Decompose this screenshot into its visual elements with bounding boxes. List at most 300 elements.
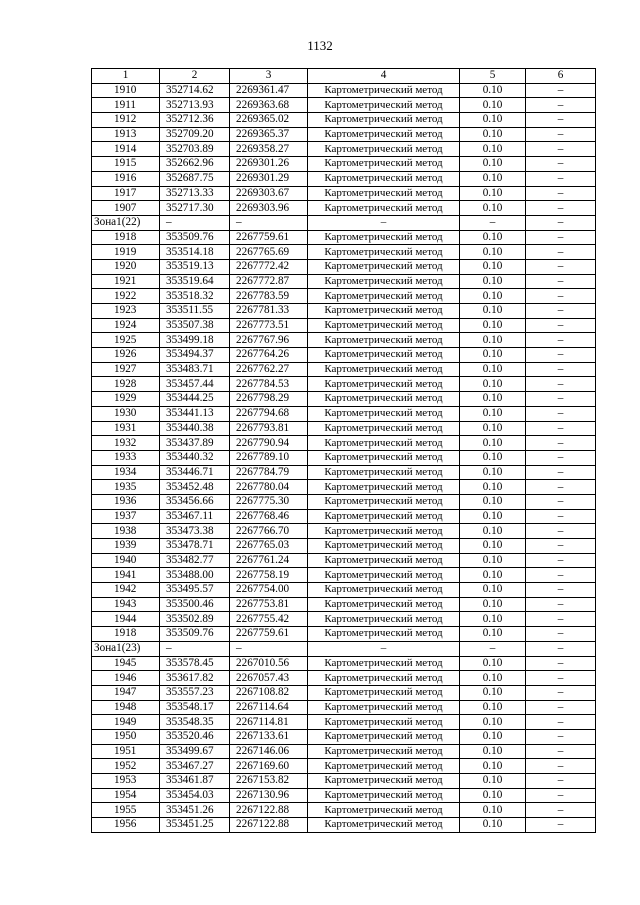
table-cell: 2267784.53 [230, 377, 308, 392]
table-cell: Картометрический метод [308, 186, 460, 201]
table-cell: – [526, 392, 596, 407]
table-cell: 352703.89 [160, 142, 230, 157]
table-cell: 353499.18 [160, 333, 230, 348]
table-cell: 2267057.43 [230, 671, 308, 686]
table-cell: 2267130.96 [230, 788, 308, 803]
column-header: 6 [526, 69, 596, 84]
table-cell: – [526, 421, 596, 436]
table-cell: 0.10 [460, 406, 526, 421]
table-cell: 0.10 [460, 597, 526, 612]
table-row [92, 142, 596, 157]
table-cell: 1925 [92, 333, 160, 348]
table-row [92, 259, 596, 274]
table-row [92, 245, 596, 260]
table-cell: Картометрический метод [308, 539, 460, 554]
table-cell: 1930 [92, 406, 160, 421]
table-cell: 0.10 [460, 450, 526, 465]
table-cell: 353483.71 [160, 362, 230, 377]
table-cell: 2267758.19 [230, 568, 308, 583]
table-cell: 0.10 [460, 377, 526, 392]
table-cell: 0.10 [460, 230, 526, 245]
table-row [92, 656, 596, 671]
table-cell: 2267772.42 [230, 259, 308, 274]
table-row [92, 421, 596, 436]
table-cell: – [308, 215, 460, 230]
table-cell: 1955 [92, 803, 160, 818]
table-cell: 353495.57 [160, 583, 230, 598]
table-row [92, 759, 596, 774]
table-cell: 0.10 [460, 612, 526, 627]
table-cell: 0.10 [460, 318, 526, 333]
table-cell: 353456.66 [160, 494, 230, 509]
table-cell: 0.10 [460, 142, 526, 157]
table-cell: 2267761.24 [230, 553, 308, 568]
table-cell: 1940 [92, 553, 160, 568]
table-cell: Картометрический метод [308, 362, 460, 377]
table-cell: 1929 [92, 392, 160, 407]
table-header-row [92, 69, 596, 84]
zone-row [92, 215, 596, 230]
table-cell: 1911 [92, 98, 160, 113]
table-cell: 353451.25 [160, 818, 230, 833]
table-cell: 2269365.02 [230, 113, 308, 128]
table-cell: 0.10 [460, 715, 526, 730]
table-cell: 2267146.06 [230, 744, 308, 759]
table-cell: 353507.38 [160, 318, 230, 333]
table-cell: – [526, 583, 596, 598]
table-cell: 0.10 [460, 509, 526, 524]
table-cell: 1945 [92, 656, 160, 671]
table-row [92, 818, 596, 833]
table-row [92, 494, 596, 509]
table-cell: – [526, 759, 596, 774]
table-cell: 0.10 [460, 627, 526, 642]
table-cell: 353509.76 [160, 627, 230, 642]
table-cell: 353482.77 [160, 553, 230, 568]
table-cell: 0.10 [460, 788, 526, 803]
table-cell: – [526, 245, 596, 260]
table-cell: Картометрический метод [308, 201, 460, 216]
table-cell: 353446.71 [160, 465, 230, 480]
table-row [92, 450, 596, 465]
table-cell: 2267793.81 [230, 421, 308, 436]
table-cell: Картометрический метод [308, 304, 460, 319]
table-cell: 0.10 [460, 348, 526, 363]
table-cell: Картометрический метод [308, 671, 460, 686]
table-cell: 1939 [92, 539, 160, 554]
column-header: 4 [308, 69, 460, 84]
table-cell: Картометрический метод [308, 83, 460, 98]
table-cell: 352712.36 [160, 113, 230, 128]
table-cell: 1916 [92, 171, 160, 186]
table-cell: 2267772.87 [230, 274, 308, 289]
table-cell: 0.10 [460, 127, 526, 142]
table-cell: 2267153.82 [230, 774, 308, 789]
table-cell: – [526, 553, 596, 568]
table-cell: 2267767.96 [230, 333, 308, 348]
table-cell: – [526, 450, 596, 465]
table-cell: 0.10 [460, 98, 526, 113]
table-cell: 353500.46 [160, 597, 230, 612]
table-cell: 0.10 [460, 818, 526, 833]
table-cell: 0.10 [460, 744, 526, 759]
table-cell: – [230, 641, 308, 656]
table-cell: – [160, 641, 230, 656]
table-cell: – [526, 127, 596, 142]
table-cell: – [526, 274, 596, 289]
table-cell: 353467.11 [160, 509, 230, 524]
table-cell: Картометрический метод [308, 113, 460, 128]
table-cell: 1923 [92, 304, 160, 319]
table-cell: 1917 [92, 186, 160, 201]
table-cell: 353520.46 [160, 729, 230, 744]
table-cell: 353440.32 [160, 450, 230, 465]
table-cell: 2269358.27 [230, 142, 308, 157]
column-header: 2 [160, 69, 230, 84]
table-cell: 353488.00 [160, 568, 230, 583]
table-cell: 353451.26 [160, 803, 230, 818]
table-cell: 1946 [92, 671, 160, 686]
table-cell: 1920 [92, 259, 160, 274]
table-cell: 1953 [92, 774, 160, 789]
table-row [92, 113, 596, 128]
table-cell: 2269301.26 [230, 157, 308, 172]
table-cell: 1948 [92, 700, 160, 715]
table-cell: Картометрический метод [308, 627, 460, 642]
table-cell: 353452.48 [160, 480, 230, 495]
table-cell: 2267765.69 [230, 245, 308, 260]
table-cell: 1951 [92, 744, 160, 759]
table-cell: 353502.89 [160, 612, 230, 627]
table-row [92, 304, 596, 319]
table-cell: – [526, 509, 596, 524]
table-cell: – [526, 318, 596, 333]
table-cell: – [526, 539, 596, 554]
table-cell: 353461.87 [160, 774, 230, 789]
table-cell: 352713.93 [160, 98, 230, 113]
table-cell: Картометрический метод [308, 171, 460, 186]
table-cell: Картометрический метод [308, 348, 460, 363]
table-cell: 2269301.29 [230, 171, 308, 186]
table-cell: – [526, 597, 596, 612]
table-row [92, 186, 596, 201]
table-cell: 0.10 [460, 759, 526, 774]
table-cell: – [526, 142, 596, 157]
table-cell: 0.10 [460, 113, 526, 128]
table-row [92, 362, 596, 377]
table-cell: 0.10 [460, 539, 526, 554]
table-cell: 352662.96 [160, 157, 230, 172]
table-cell: 2269363.68 [230, 98, 308, 113]
table-cell: – [230, 215, 308, 230]
table-cell: – [526, 524, 596, 539]
table-row [92, 171, 596, 186]
table-cell: 353473.38 [160, 524, 230, 539]
table-row [92, 568, 596, 583]
table-cell: 2267790.94 [230, 436, 308, 451]
table-cell: 0.10 [460, 656, 526, 671]
table-row [92, 685, 596, 700]
table-cell: – [526, 186, 596, 201]
table-cell: 1943 [92, 597, 160, 612]
table-cell: 353548.35 [160, 715, 230, 730]
table-cell: 2267773.51 [230, 318, 308, 333]
table-row [92, 744, 596, 759]
zone-row [92, 641, 596, 656]
table-cell: Картометрический метод [308, 774, 460, 789]
table-cell: – [526, 83, 596, 98]
table-cell: 2267784.79 [230, 465, 308, 480]
table-cell: – [526, 304, 596, 319]
table-cell: – [526, 289, 596, 304]
table-cell: – [526, 113, 596, 128]
table-cell: 0.10 [460, 671, 526, 686]
table-cell: Картометрический метод [308, 803, 460, 818]
table-cell: 0.10 [460, 803, 526, 818]
table-cell: 2267754.00 [230, 583, 308, 598]
table-cell: – [526, 627, 596, 642]
table-cell: 1921 [92, 274, 160, 289]
table-cell: 353444.25 [160, 392, 230, 407]
table-cell: 2267114.81 [230, 715, 308, 730]
table-cell: – [526, 377, 596, 392]
table-cell: 2267798.29 [230, 392, 308, 407]
table-cell: 2267133.61 [230, 729, 308, 744]
table-row [92, 539, 596, 554]
table-cell: 1947 [92, 685, 160, 700]
table-row [92, 274, 596, 289]
table-cell: 0.10 [460, 774, 526, 789]
table-row [92, 671, 596, 686]
table-cell: 2267765.03 [230, 539, 308, 554]
table-cell: 2269303.67 [230, 186, 308, 201]
table-cell: – [526, 201, 596, 216]
table-cell: 1914 [92, 142, 160, 157]
table-cell: 1952 [92, 759, 160, 774]
table-row [92, 729, 596, 744]
table-cell: 1938 [92, 524, 160, 539]
table-cell: 1918 [92, 627, 160, 642]
table-cell: 0.10 [460, 392, 526, 407]
table-cell: 353499.67 [160, 744, 230, 759]
table-cell: 2267766.70 [230, 524, 308, 539]
table-cell: 2267783.59 [230, 289, 308, 304]
table-cell: Картометрический метод [308, 685, 460, 700]
table-cell: 1927 [92, 362, 160, 377]
table-cell: 352709.20 [160, 127, 230, 142]
table-cell: 2267122.88 [230, 803, 308, 818]
column-header: 1 [92, 69, 160, 84]
table-row [92, 377, 596, 392]
table-cell: 353457.44 [160, 377, 230, 392]
table-cell: Картометрический метод [308, 392, 460, 407]
table-cell: Картометрический метод [308, 318, 460, 333]
table-cell: – [526, 494, 596, 509]
table-cell: 353441.13 [160, 406, 230, 421]
table-cell: 2267789.10 [230, 450, 308, 465]
table-cell: 353509.76 [160, 230, 230, 245]
table-cell: 353519.64 [160, 274, 230, 289]
table-cell: 1931 [92, 421, 160, 436]
table-cell: 2267108.82 [230, 685, 308, 700]
table-cell: 0.10 [460, 524, 526, 539]
table-row [92, 788, 596, 803]
table-cell: 0.10 [460, 436, 526, 451]
table-cell: Картометрический метод [308, 788, 460, 803]
table-cell: 2267794.68 [230, 406, 308, 421]
table-cell: 0.10 [460, 421, 526, 436]
table-row [92, 597, 596, 612]
table-row [92, 127, 596, 142]
table-cell: – [460, 215, 526, 230]
table-cell: – [526, 715, 596, 730]
table-cell: 2269303.96 [230, 201, 308, 216]
table-cell: Картометрический метод [308, 230, 460, 245]
table-cell: 1941 [92, 568, 160, 583]
table-cell: Картометрический метод [308, 494, 460, 509]
table-cell: 353518.32 [160, 289, 230, 304]
table-cell: Картометрический метод [308, 729, 460, 744]
table-row [92, 553, 596, 568]
table-cell: Картометрический метод [308, 377, 460, 392]
table-row [92, 98, 596, 113]
table-cell: 0.10 [460, 289, 526, 304]
table-row [92, 480, 596, 495]
table-cell: 2267764.26 [230, 348, 308, 363]
table-cell: 352687.75 [160, 171, 230, 186]
table-cell: Картометрический метод [308, 406, 460, 421]
table-cell: Картометрический метод [308, 553, 460, 568]
table-cell: – [526, 362, 596, 377]
table-cell: Картометрический метод [308, 700, 460, 715]
table-cell: Картометрический метод [308, 333, 460, 348]
table-cell: 353467.27 [160, 759, 230, 774]
table-cell: – [526, 656, 596, 671]
table-cell: 2267122.88 [230, 818, 308, 833]
table-row [92, 392, 596, 407]
table-row [92, 627, 596, 642]
table-cell: 1913 [92, 127, 160, 142]
column-header: 5 [460, 69, 526, 84]
table-cell: – [526, 348, 596, 363]
table-row [92, 436, 596, 451]
column-header: 3 [230, 69, 308, 84]
table-row [92, 700, 596, 715]
table-cell: 2267775.30 [230, 494, 308, 509]
table-cell: Картометрический метод [308, 612, 460, 627]
table-cell: 353511.55 [160, 304, 230, 319]
table-cell: Картометрический метод [308, 509, 460, 524]
table-cell: 1912 [92, 113, 160, 128]
table-cell: – [526, 157, 596, 172]
table-row [92, 612, 596, 627]
table-cell: 0.10 [460, 171, 526, 186]
table-cell: Картометрический метод [308, 759, 460, 774]
table-cell: 352713.33 [160, 186, 230, 201]
table-cell: – [526, 700, 596, 715]
table-cell: 1918 [92, 230, 160, 245]
table-row [92, 201, 596, 216]
table-cell: 1926 [92, 348, 160, 363]
table-cell: – [308, 641, 460, 656]
table-cell: 2267781.33 [230, 304, 308, 319]
table-cell: 352717.30 [160, 201, 230, 216]
table-cell: 0.10 [460, 304, 526, 319]
table-cell: 1922 [92, 289, 160, 304]
table-cell: 1942 [92, 583, 160, 598]
table-cell: – [526, 788, 596, 803]
table-cell: 353494.37 [160, 348, 230, 363]
table-cell: – [526, 729, 596, 744]
table-cell: 0.10 [460, 362, 526, 377]
table-cell: – [526, 98, 596, 113]
table-row [92, 465, 596, 480]
table-cell: Картометрический метод [308, 274, 460, 289]
table-cell: 353578.45 [160, 656, 230, 671]
table-row [92, 803, 596, 818]
table-cell: – [526, 685, 596, 700]
table-cell: 353617.82 [160, 671, 230, 686]
table-row [92, 348, 596, 363]
table-cell: 2267759.61 [230, 627, 308, 642]
table-cell: 2267753.81 [230, 597, 308, 612]
table-cell: – [526, 568, 596, 583]
table-cell: – [526, 774, 596, 789]
table-row [92, 157, 596, 172]
table-cell: 0.10 [460, 201, 526, 216]
table-cell: 0.10 [460, 333, 526, 348]
table-cell: 2267169.60 [230, 759, 308, 774]
table-cell: – [526, 744, 596, 759]
table-cell: – [526, 641, 596, 656]
table-cell: 353557.23 [160, 685, 230, 700]
table-cell: 1919 [92, 245, 160, 260]
table-cell: 2267114.64 [230, 700, 308, 715]
table-cell: 0.10 [460, 480, 526, 495]
table-cell: 1949 [92, 715, 160, 730]
table-cell: Картометрический метод [308, 98, 460, 113]
table-cell: Картометрический метод [308, 480, 460, 495]
table-row [92, 406, 596, 421]
table-cell: – [526, 406, 596, 421]
table-cell: 0.10 [460, 583, 526, 598]
table-cell: – [526, 480, 596, 495]
table-cell: Картометрический метод [308, 568, 460, 583]
table-cell: 0.10 [460, 259, 526, 274]
table-cell: 1910 [92, 83, 160, 98]
table-cell: Картометрический метод [308, 245, 460, 260]
table-cell: Картометрический метод [308, 715, 460, 730]
table-cell: Картометрический метод [308, 465, 460, 480]
table-cell: 2269365.37 [230, 127, 308, 142]
table-cell: 1934 [92, 465, 160, 480]
table-cell: 2267780.04 [230, 480, 308, 495]
table-cell: 1935 [92, 480, 160, 495]
table-row [92, 289, 596, 304]
table-cell: Картометрический метод [308, 289, 460, 304]
table-cell: – [460, 641, 526, 656]
table-cell: Зона1(23) [92, 641, 160, 656]
table-cell: 1950 [92, 729, 160, 744]
table-cell: 2267010.56 [230, 656, 308, 671]
table-cell: 2267768.46 [230, 509, 308, 524]
table-cell: 0.10 [460, 700, 526, 715]
table-cell: 0.10 [460, 553, 526, 568]
table-cell: 1932 [92, 436, 160, 451]
table-row [92, 524, 596, 539]
table-row [92, 509, 596, 524]
table-cell: 353440.38 [160, 421, 230, 436]
